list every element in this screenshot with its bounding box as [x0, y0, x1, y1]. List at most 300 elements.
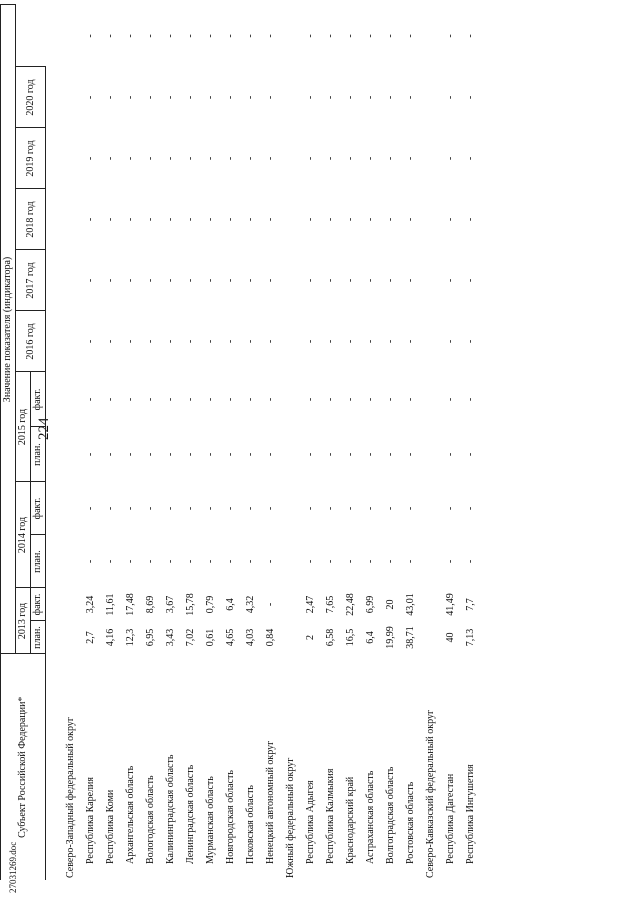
- value-cell: -: [304, 506, 316, 511]
- plan-2013-cell: 38,71: [404, 626, 416, 649]
- value-cell: -: [384, 506, 396, 511]
- value-cell: -: [204, 506, 216, 511]
- plan-2013-cell: 16,5: [344, 628, 356, 647]
- fact-2013-cell: [420, 588, 440, 621]
- value-cell: -: [344, 156, 356, 161]
- value-cell: -: [144, 217, 156, 222]
- value-cell: [420, 67, 440, 128]
- value-cell: [60, 482, 80, 535]
- value-cell: -: [164, 278, 176, 283]
- value-cell: [280, 311, 300, 372]
- value-cell: -: [384, 397, 396, 402]
- value-cell: -: [364, 34, 376, 38]
- value-cell: [60, 67, 80, 128]
- indicator-table: [0, 4, 480, 880]
- value-cell: -: [444, 397, 456, 402]
- region-name: Вологодская область: [144, 775, 156, 864]
- value-cell: [280, 5, 300, 67]
- value-cell: -: [384, 452, 396, 457]
- value-cell: -: [404, 95, 416, 100]
- value-cell: -: [124, 34, 136, 38]
- value-cell: [420, 535, 440, 588]
- value-cell: -: [404, 559, 416, 564]
- value-cell: -: [144, 506, 156, 511]
- value-cell: -: [84, 95, 96, 100]
- district-row: [280, 5, 300, 880]
- value-cell: -: [264, 278, 276, 283]
- value-cell: -: [324, 559, 336, 564]
- plan-2015-header: план.: [31, 427, 46, 482]
- table-row: [180, 5, 200, 880]
- value-cell: -: [384, 339, 396, 344]
- fact-2013-header: факт.: [31, 588, 46, 621]
- value-cell: -: [124, 217, 136, 222]
- table-row: [460, 5, 480, 880]
- value-cell: -: [204, 339, 216, 344]
- year-2018-header: 2018 год: [16, 189, 46, 250]
- value-cell: -: [184, 452, 196, 457]
- value-cell: -: [244, 452, 256, 457]
- value-cell: [280, 372, 300, 427]
- value-cell: -: [244, 217, 256, 222]
- value-cell: -: [144, 339, 156, 344]
- region-name: Республика Коми: [104, 789, 116, 864]
- region-name: Республика Дагестан: [444, 773, 456, 864]
- region-name: Новгородская область: [224, 770, 236, 864]
- value-cell: [60, 5, 80, 67]
- plan-2013-cell: 0,61: [204, 628, 216, 647]
- value-cell: -: [384, 278, 396, 283]
- value-cell: -: [324, 452, 336, 457]
- value-cell: -: [244, 34, 256, 38]
- fact-2013-cell: 0,79: [204, 595, 216, 614]
- fact-2013-cell: 15,78: [184, 593, 196, 616]
- value-cell: -: [224, 452, 236, 457]
- table-row: [100, 5, 120, 880]
- value-cell: -: [84, 278, 96, 283]
- value-cell: [420, 311, 440, 372]
- table-row: [400, 5, 420, 880]
- value-cell: -: [104, 397, 116, 402]
- district-name: Южный федеральный округ: [284, 757, 296, 878]
- value-cell: -: [324, 278, 336, 283]
- value-cell: -: [364, 506, 376, 511]
- value-cell: -: [464, 339, 476, 344]
- value-cell: -: [164, 559, 176, 564]
- value-cell: -: [324, 95, 336, 100]
- region-name: Ненецкий автономный округ: [264, 740, 276, 864]
- value-cell: -: [444, 156, 456, 161]
- value-cell: -: [224, 217, 236, 222]
- value-cell: -: [464, 156, 476, 161]
- value-cell: -: [124, 506, 136, 511]
- value-cell: -: [464, 95, 476, 100]
- year-2017-header: 2017 год: [16, 250, 46, 311]
- value-cell: -: [384, 34, 396, 38]
- value-cell: -: [184, 559, 196, 564]
- region-name: Ростовская область: [404, 781, 416, 864]
- value-cell: -: [444, 559, 456, 564]
- value-cell: -: [104, 452, 116, 457]
- value-cell: -: [464, 397, 476, 402]
- value-cell: -: [204, 217, 216, 222]
- value-cell: -: [244, 95, 256, 100]
- district-row: [420, 5, 440, 880]
- table-row: [80, 5, 100, 880]
- year-2020-header: 2020 год: [16, 67, 46, 128]
- plan-2013-cell: 40: [444, 632, 456, 643]
- value-cell: -: [244, 339, 256, 344]
- value-cell: -: [164, 506, 176, 511]
- value-cell: -: [364, 452, 376, 457]
- value-cell: -: [264, 397, 276, 402]
- value-cell: -: [324, 506, 336, 511]
- value-cell: -: [464, 278, 476, 283]
- year-2015-header: 2015 год: [16, 372, 31, 482]
- value-cell: -: [364, 278, 376, 283]
- fact-2013-cell: 6,4: [224, 598, 236, 611]
- table-row: [340, 5, 360, 880]
- value-cell: -: [364, 339, 376, 344]
- plan-2013-cell: 6,95: [144, 628, 156, 647]
- fact-2013-cell: -: [264, 602, 276, 607]
- value-cell: -: [184, 506, 196, 511]
- value-cell: -: [264, 156, 276, 161]
- fact-2014-header: факт.: [31, 482, 46, 535]
- value-cell: [420, 482, 440, 535]
- region-name: Республика Калмыкия: [324, 768, 336, 864]
- value-cell: -: [304, 339, 316, 344]
- value-cell: -: [344, 95, 356, 100]
- region-name: Краснодарский край: [344, 776, 356, 864]
- value-cell: [60, 427, 80, 482]
- value-cell: -: [464, 506, 476, 511]
- district-name: Северо-Кавказский федеральный округ: [424, 709, 436, 878]
- fact-2013-cell: 7,65: [324, 595, 336, 614]
- fact-2015-header: факт.: [31, 372, 46, 427]
- value-cell: -: [404, 397, 416, 402]
- year-2014-header: 2014 год: [16, 482, 31, 588]
- value-cell: [60, 250, 80, 311]
- value-cell: -: [164, 397, 176, 402]
- table-row: [240, 5, 260, 880]
- value-cell: -: [264, 34, 276, 38]
- region-name: Астраханская область: [364, 770, 376, 864]
- table-row: [440, 5, 460, 880]
- value-cell: -: [204, 95, 216, 100]
- value-cell: -: [304, 559, 316, 564]
- value-cell: -: [224, 559, 236, 564]
- value-cell: -: [304, 95, 316, 100]
- value-cell: -: [104, 559, 116, 564]
- value-cell: -: [404, 217, 416, 222]
- fact-2013-cell: 6,99: [364, 595, 376, 614]
- value-cell: -: [264, 339, 276, 344]
- plan-2013-cell: 4,03: [244, 628, 256, 647]
- plan-2013-cell: 0,84: [264, 628, 276, 647]
- plan-2013-cell: 19,99: [384, 626, 396, 649]
- value-cell: -: [164, 339, 176, 344]
- plan-2013-cell: 4,16: [104, 628, 116, 647]
- value-cell: -: [164, 95, 176, 100]
- value-cell: -: [364, 156, 376, 161]
- value-cell: -: [364, 217, 376, 222]
- year-2013-header: 2013 год: [16, 588, 31, 654]
- value-cell: -: [464, 452, 476, 457]
- value-cell: -: [204, 34, 216, 38]
- rotated-table-container: [0, 5, 612, 880]
- value-cell: [280, 535, 300, 588]
- value-cell: -: [204, 559, 216, 564]
- fact-2013-cell: 4,32: [244, 595, 256, 614]
- plan-2013-header: план.: [31, 621, 46, 654]
- value-cell: -: [404, 156, 416, 161]
- value-cell: [60, 372, 80, 427]
- value-cell: -: [404, 452, 416, 457]
- fact-2013-cell: 20: [384, 599, 396, 610]
- value-cell: -: [324, 34, 336, 38]
- plan-2013-cell: 7,02: [184, 628, 196, 647]
- plan-2013-cell: 3,43: [164, 628, 176, 647]
- value-cell: [420, 128, 440, 189]
- value-cell: [280, 427, 300, 482]
- value-cell: -: [184, 278, 196, 283]
- value-cell: -: [84, 156, 96, 161]
- value-cell: [60, 128, 80, 189]
- plan-2013-cell: 2,7: [84, 631, 96, 644]
- district-row: [60, 5, 80, 880]
- value-cell: [420, 372, 440, 427]
- fact-2013-cell: 22,48: [344, 593, 356, 616]
- value-cell: -: [324, 217, 336, 222]
- value-cell: -: [444, 339, 456, 344]
- value-cell: -: [124, 452, 136, 457]
- value-cell: -: [404, 506, 416, 511]
- subject-column-header: Субъект Российской Федерации*: [1, 654, 46, 880]
- region-name: Псковская область: [244, 785, 256, 864]
- value-cell: -: [84, 217, 96, 222]
- table-row: [360, 5, 380, 880]
- value-cell: -: [204, 278, 216, 283]
- footer-document-code: 27031269.doc: [8, 841, 18, 893]
- value-cell: -: [444, 452, 456, 457]
- fact-2013-cell: 2,47: [304, 595, 316, 614]
- value-cell: -: [244, 559, 256, 564]
- plan-2013-cell: 4,65: [224, 628, 236, 647]
- value-cell: -: [184, 95, 196, 100]
- value-cell: -: [104, 95, 116, 100]
- table-row: [300, 5, 320, 880]
- value-cell: -: [444, 506, 456, 511]
- value-cell: -: [124, 156, 136, 161]
- value-cell: -: [144, 397, 156, 402]
- value-cell: -: [364, 397, 376, 402]
- fact-2013-cell: 17,48: [124, 593, 136, 616]
- value-cell: -: [404, 339, 416, 344]
- table-body: [46, 5, 481, 880]
- value-cell: [420, 250, 440, 311]
- fact-2013-cell: [280, 588, 300, 621]
- value-cell: [60, 535, 80, 588]
- plan-2013-cell: [420, 621, 440, 654]
- value-cell: -: [384, 559, 396, 564]
- value-cell: -: [344, 217, 356, 222]
- table-row: [220, 5, 240, 880]
- region-name: Ленинградская область: [184, 764, 196, 864]
- region-name: Калининградская область: [164, 754, 176, 864]
- value-cell: -: [464, 559, 476, 564]
- plan-2013-cell: 6,4: [364, 631, 376, 644]
- spacer-row: [46, 5, 61, 880]
- value-cell: -: [224, 339, 236, 344]
- value-cell: -: [384, 217, 396, 222]
- value-cell: [60, 311, 80, 372]
- value-cell: -: [324, 156, 336, 161]
- table-header: [1, 5, 46, 880]
- value-cell: -: [324, 397, 336, 402]
- value-cell: -: [84, 397, 96, 402]
- value-cell: -: [104, 34, 116, 38]
- table-row: [160, 5, 180, 880]
- value-cell: -: [104, 506, 116, 511]
- value-cell: -: [184, 339, 196, 344]
- value-cell: -: [304, 452, 316, 457]
- value-cell: -: [124, 559, 136, 564]
- value-cell: [60, 189, 80, 250]
- value-cell: -: [124, 339, 136, 344]
- value-cell: -: [224, 506, 236, 511]
- value-cell: -: [344, 34, 356, 38]
- value-cell: -: [264, 217, 276, 222]
- value-cell: -: [164, 217, 176, 222]
- value-cell: -: [364, 95, 376, 100]
- value-cell: -: [144, 559, 156, 564]
- fact-2013-cell: 7,7: [464, 598, 476, 611]
- value-cell: -: [124, 95, 136, 100]
- value-cell: -: [84, 506, 96, 511]
- value-cell: -: [204, 452, 216, 457]
- value-cell: -: [144, 452, 156, 457]
- table-row: [140, 5, 160, 880]
- fact-2013-cell: [60, 588, 80, 621]
- fact-2013-cell: 41,49: [444, 593, 456, 616]
- value-cell: -: [344, 339, 356, 344]
- district-name: Северо-Западный федеральный округ: [64, 717, 76, 878]
- value-cell: -: [344, 452, 356, 457]
- value-cell: -: [224, 95, 236, 100]
- value-cell: -: [144, 95, 156, 100]
- fact-2013-cell: 43,01: [404, 593, 416, 616]
- plan-2013-cell: 6,58: [324, 628, 336, 647]
- value-cell: -: [224, 156, 236, 161]
- value-cell: -: [144, 156, 156, 161]
- value-cell: -: [444, 95, 456, 100]
- fact-2013-cell: 8,69: [144, 595, 156, 614]
- value-cell: -: [224, 278, 236, 283]
- value-cell: -: [104, 278, 116, 283]
- value-cell: -: [164, 452, 176, 457]
- region-name: Республика Адыгея: [304, 780, 316, 864]
- value-cell: [420, 5, 440, 67]
- value-cell: -: [164, 156, 176, 161]
- value-cell: -: [384, 156, 396, 161]
- value-cell: [280, 250, 300, 311]
- table-row: [320, 5, 340, 880]
- value-cell: -: [184, 397, 196, 402]
- value-cell: -: [244, 506, 256, 511]
- value-cell: -: [264, 559, 276, 564]
- value-cell: -: [144, 34, 156, 38]
- value-cell: -: [464, 217, 476, 222]
- value-cell: -: [244, 397, 256, 402]
- value-cell: -: [224, 34, 236, 38]
- value-cell: -: [104, 339, 116, 344]
- value-cell: -: [184, 34, 196, 38]
- value-cell: -: [444, 217, 456, 222]
- value-cell: [280, 189, 300, 250]
- plan-2014-header: план.: [31, 535, 46, 588]
- value-cell: -: [104, 217, 116, 222]
- value-cell: -: [84, 559, 96, 564]
- value-cell: -: [244, 156, 256, 161]
- value-cell: -: [304, 397, 316, 402]
- year-2016-header: 2016 год: [16, 311, 46, 372]
- table-row: [260, 5, 280, 880]
- plan-2013-cell: 7,13: [464, 628, 476, 647]
- plan-2013-cell: 12,3: [124, 628, 136, 647]
- value-cell: -: [124, 397, 136, 402]
- value-cell: -: [84, 452, 96, 457]
- value-cell: -: [364, 559, 376, 564]
- table-row: [120, 5, 140, 880]
- fact-2013-cell: 11,61: [104, 593, 116, 616]
- plan-2013-cell: 2: [304, 635, 316, 640]
- table-row: [380, 5, 400, 880]
- value-cell: -: [84, 339, 96, 344]
- fact-2013-cell: 3,67: [164, 595, 176, 614]
- region-name: Архангельская область: [124, 765, 136, 864]
- value-cell: -: [304, 217, 316, 222]
- value-cell: -: [464, 34, 476, 38]
- value-cell: -: [324, 339, 336, 344]
- value-cell: -: [344, 397, 356, 402]
- value-cell: -: [404, 34, 416, 38]
- value-cell: -: [224, 397, 236, 402]
- value-cell: -: [184, 156, 196, 161]
- value-cell: [280, 67, 300, 128]
- value-cell: [420, 427, 440, 482]
- value-cell: -: [264, 95, 276, 100]
- table-row: [200, 5, 220, 880]
- value-cell: -: [384, 95, 396, 100]
- value-cell: -: [264, 506, 276, 511]
- value-cell: [420, 189, 440, 250]
- value-cell: -: [244, 278, 256, 283]
- value-cell: -: [344, 559, 356, 564]
- value-cell: -: [124, 278, 136, 283]
- value-cell: -: [344, 278, 356, 283]
- region-name: Мурманская область: [204, 776, 216, 864]
- value-cell: -: [404, 278, 416, 283]
- fact-2013-cell: 3,24: [84, 595, 96, 614]
- value-cell: -: [184, 217, 196, 222]
- value-cell: -: [444, 278, 456, 283]
- value-cell: -: [444, 34, 456, 38]
- region-name: Республика Ингушетия: [464, 764, 476, 864]
- value-cell: -: [344, 506, 356, 511]
- plan-2013-cell: [280, 621, 300, 654]
- value-cell: -: [264, 452, 276, 457]
